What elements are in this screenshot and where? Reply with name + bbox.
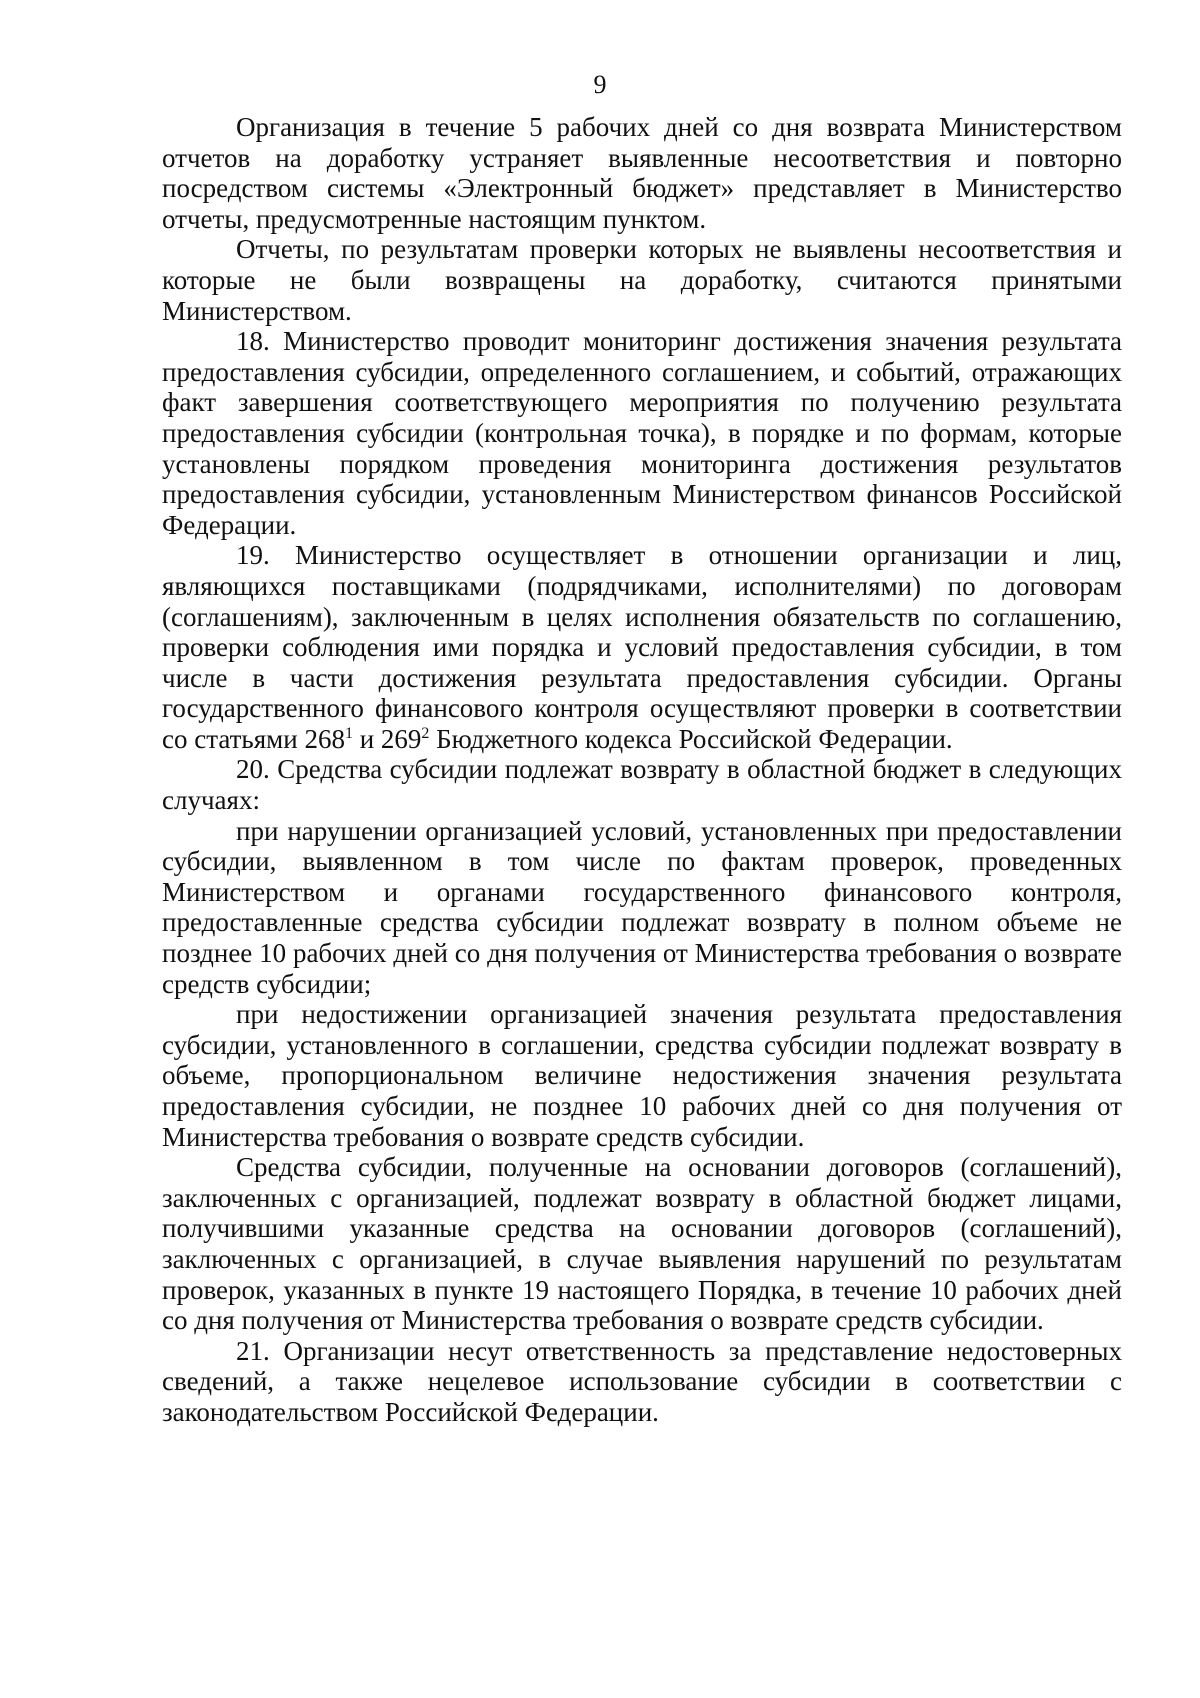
page-number: 9 <box>593 70 607 99</box>
paragraph-refund-violation: при нарушении организацией условий, установленных при предоставлении субсидии, выявленном в том числе по фактам проверок, проведенных Министерством и органами государственного финансового контроля, предоставленные средства субсидии подлежат возврату в полном объеме не позднее 10 рабочих дней со дня получения от Министерства требования о возврате средств субсидии; <box>162 815 1122 999</box>
paragraph-19-text-part3: Бюджетного кодекса Российской Федерации. <box>429 723 953 754</box>
article-269-superscript: 2 <box>421 724 430 742</box>
paragraph-reports-accepted: Отчеты, по результатам проверки которых не выявлены несоответствия и которые не были возвращены на доработку, считаются принятыми Министерством. <box>162 234 1122 326</box>
paragraph-report-correction: Организация в течение 5 рабочих дней со дня возврата Министерством отчетов на доработку устраняет выявленные несоответствия и повторно посредством системы «Электронный бюджет» представляет в Министерство отчеты, предусмотренные настоящим пунктом. <box>162 112 1122 234</box>
paragraph-19-text-part1: 19. Министерство осуществляет в отношении организации и лиц, являющихся поставщиками (подрядчиками, исполнителями) по договорам (соглашениям), заключенным в целях исполнения обязательств по соглашению, проверки соблюдения ими порядка и условий предоставления субсидии, в том числе в части достижения результата предоставления субсидии. Органы государственного финансового контроля осуществляют проверки в соответствии со статьями 268 <box>162 540 1122 754</box>
paragraph-refund-non-achievement: при недостижении организацией значения результата предоставления субсидии, установленного в соглашении, средства субсидии подлежат возврату в объеме, пропорциональном величине недостижения значения результата предоставления субсидии, не позднее 10 рабочих дней со дня получения от Министерства требования о возврате средств субсидии. <box>162 999 1122 1152</box>
paragraph-19-inspections <box>162 540 1122 754</box>
paragraph-20-refund-cases: 20. Средства субсидии подлежат возврату в областной бюджет в следующих случаях: <box>162 754 1122 816</box>
paragraph-refund-contractors: Средства субсидии, полученные на основании договоров (соглашений), заключенных с организацией, подлежат возврату в областной бюджет лицами, получившими указанные средства на основании договоров (соглашений), заключенных с организацией, в случае выявления нарушений по результатам проверок, указанных в пункте 19 настоящего Порядка, в течение 10 рабочих дней со дня получения от Министерства требования о возврате средств субсидии. <box>162 1152 1122 1336</box>
paragraph-21-responsibility: 21. Организации несут ответственность за представление недостоверных сведений, а также нецелевое использование субсидии в соответствии с законодательством Российской Федерации. <box>162 1335 1122 1427</box>
paragraph-19-text-part2: и 269 <box>352 723 422 754</box>
article-268-superscript: 1 <box>344 724 353 742</box>
document-body <box>162 112 1122 1428</box>
paragraph-18-monitoring: 18. Министерство проводит мониторинг достижения значения результата предоставления субсидии, определенного соглашением, и событий, отражающих факт завершения соответствующего мероприятия по получению результата предоставления субсидии (контрольная точка), в порядке и по формам, которые установлены порядком проведения мониторинга достижения результатов предоставления субсидии, установленным Министерством финансов Российской Федерации. <box>162 326 1122 540</box>
